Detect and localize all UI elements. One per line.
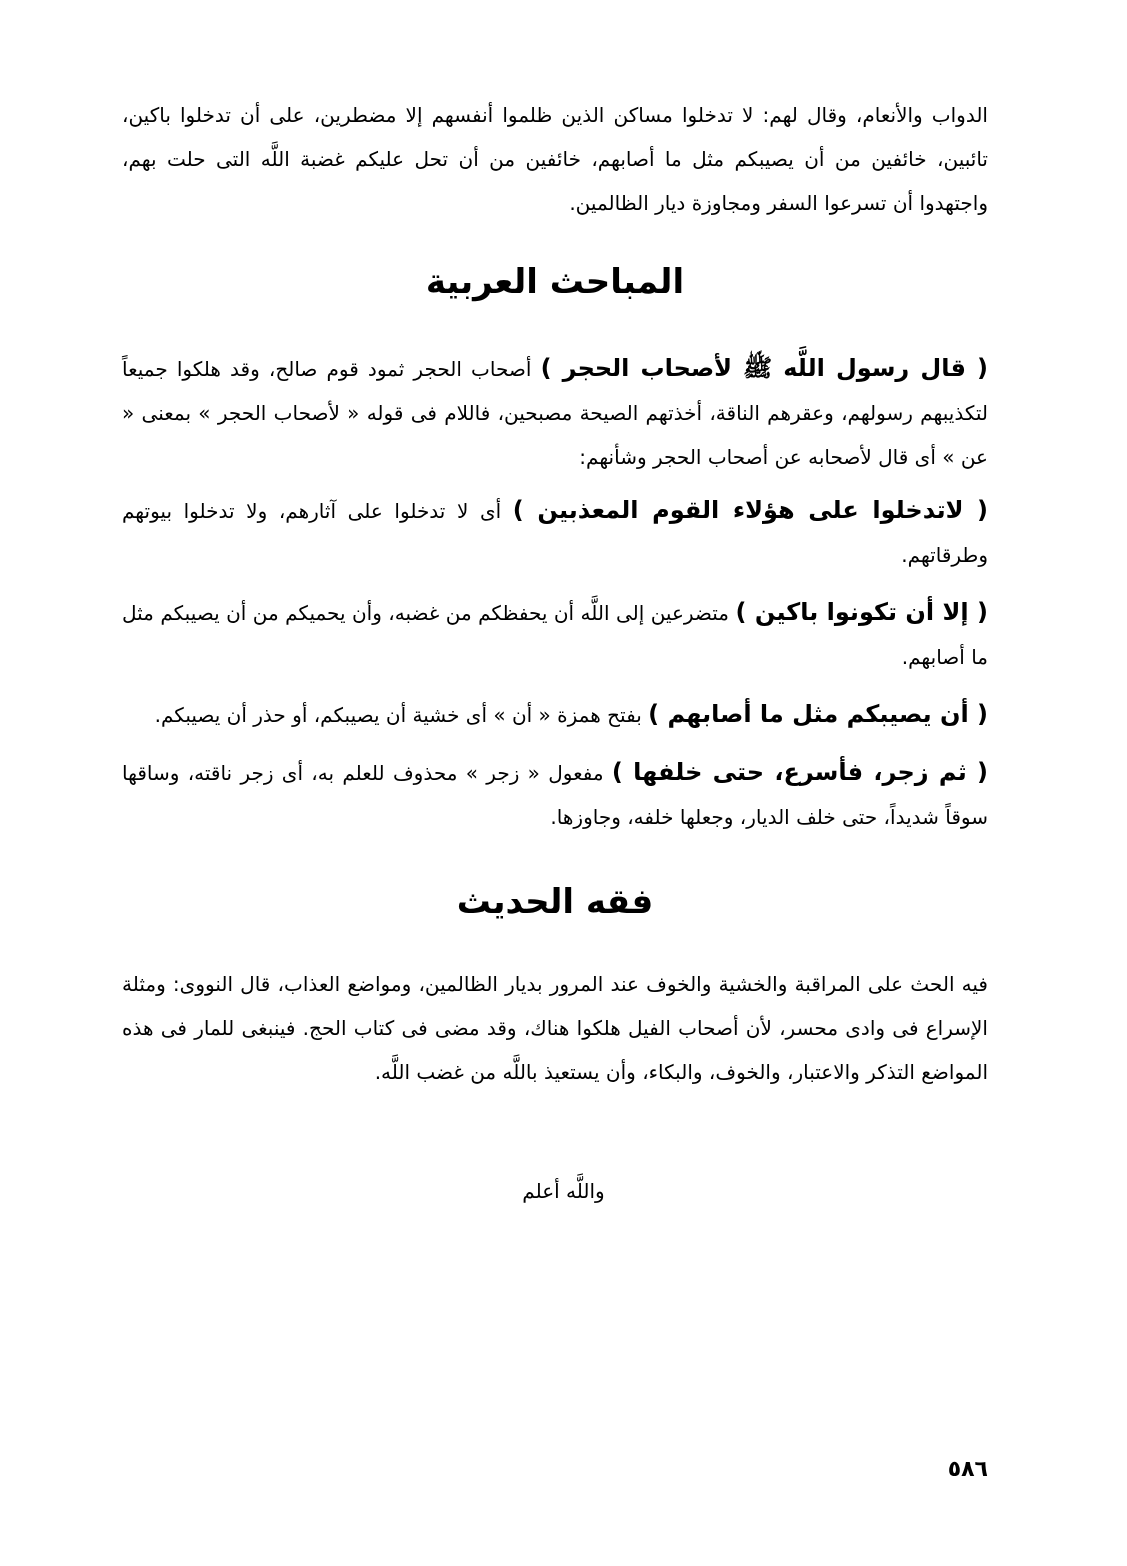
explanation-paragraph	[122, 692, 988, 737]
page-number: ٥٨٦	[947, 1457, 988, 1482]
explanation-paragraph	[122, 590, 988, 679]
explanation-paragraph	[122, 750, 988, 839]
closing-phrase: واللَّه أعلم	[522, 1179, 605, 1203]
section-heading-hadith-fiqh: فقه الحديث	[456, 882, 654, 922]
term-explanation: مفعول « زجر » محذوف للعلم به، أى زجر ناقته، وساقها سوقاً شديداً، حتى خلف الديار، وجعلها خلفه، وجاوزها.	[122, 761, 988, 829]
hadith-term: ( قال رسول اللَّه ﷺ لأصحاب الحجر )	[540, 354, 989, 382]
hadith-term: ( ثم زجر، فأسرع، حتى خلفها )	[611, 758, 988, 786]
explanation-paragraph	[122, 488, 988, 577]
hadith-term: ( أن يصيبكم مثل ما أصابهم )	[648, 700, 988, 728]
section-heading-arabic-studies: المباحث العربية	[425, 262, 685, 302]
term-explanation: أى لا تدخلوا على آثارهم، ولا تدخلوا بيوتهم وطرقاتهم.	[122, 499, 988, 567]
term-explanation: بفتح همزة « أن » أى خشية أن يصيبكم، أو حذر أن يصيبكم.	[154, 703, 642, 727]
explanation-paragraph	[122, 346, 988, 479]
hadith-term: ( لاتدخلوا على هؤلاء القوم المعذبين )	[512, 496, 989, 524]
term-explanation: متضرعين إلى اللَّه أن يحفظكم من غضبه، وأن يحميكم من أن يصيبكم مثل ما أصابهم.	[122, 601, 988, 669]
fiqh-paragraph: فيه الحث على المراقبة والخشية والخوف عند المرور بديار الظالمين، ومواضع العذاب، قال النووى: ومثلة الإسراع فى وادى محسر، لأن أصحاب الفيل هلكوا هناك، وقد مضى فى كتاب الحج. فينبغى للمار فى هذه المواضع التذكر والاعتبار، والخوف، والبكاء، وأن يستعيذ باللَّه من غضب اللَّه.	[122, 972, 988, 1084]
term-explanation: أصحاب الحجر ثمود قوم صالح، وقد هلكوا جميعاً لتكذيبهم رسولهم، وعقرهم الناقة، أخذتهم الصيحة مصبحين، فاللام فى قوله « لأصحاب الحجر » بمعنى « عن » أى قال لأصحابه عن أصحاب الحجر وشأنهم:	[122, 357, 988, 469]
intro-paragraph: الدواب والأنعام، وقال لهم: لا تدخلوا مساكن الذين ظلموا أنفسهم إلا مضطرين، على أن تدخلوا باكين، تائبين، خائفين من أن يصيبكم مثل ما أصابهم، خائفين من أن تحل عليكم غضبة اللَّه التى حلت بهم، واجتهدوا أن تسرعوا السفر ومجاوزة ديار الظالمين.	[122, 103, 988, 215]
hadith-term: ( إلا أن تكونوا باكين )	[735, 598, 989, 626]
